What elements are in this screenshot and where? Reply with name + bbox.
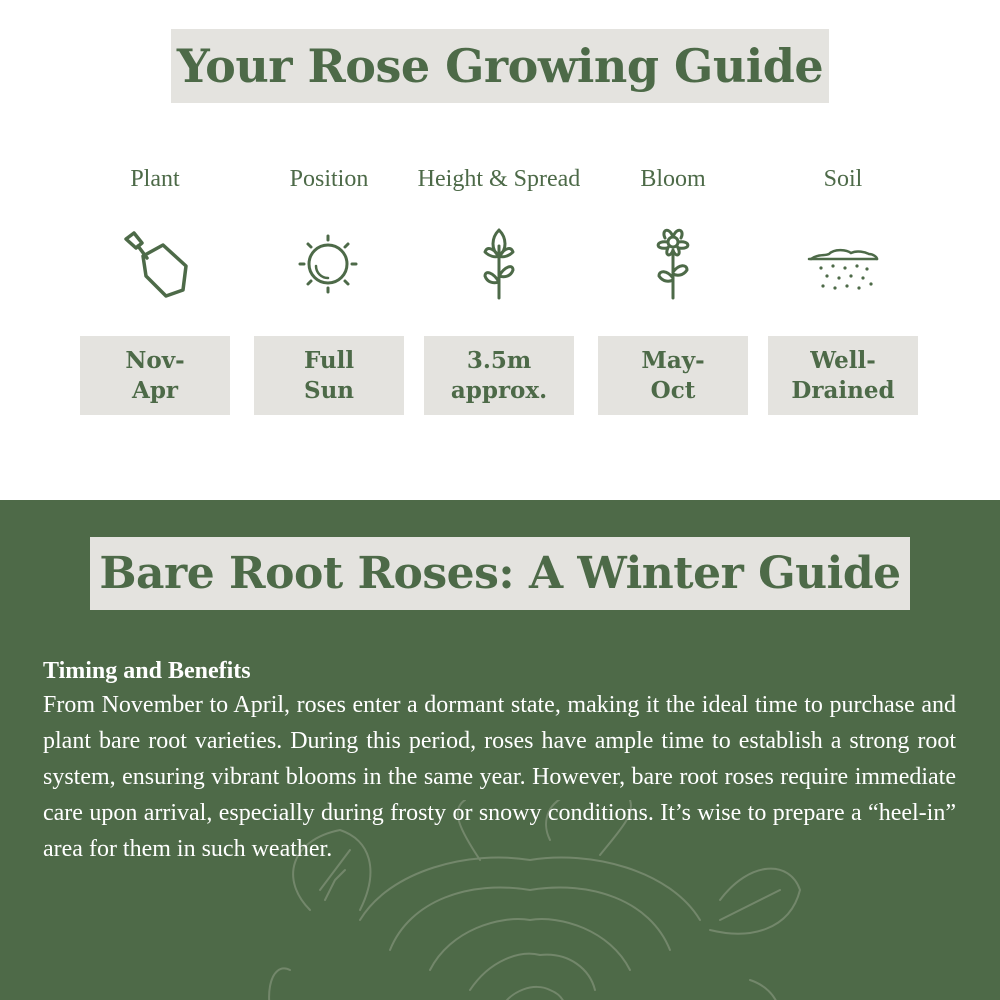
plant-sprout-icon bbox=[459, 226, 539, 306]
soil-icon bbox=[803, 226, 883, 306]
sun-icon bbox=[288, 226, 368, 306]
winter-guide-section bbox=[0, 500, 1000, 1000]
winter-title-banner bbox=[90, 537, 910, 610]
guide-title: Your Rose Growing Guide bbox=[176, 39, 824, 93]
soil-value-box bbox=[768, 336, 918, 415]
guide-title-banner bbox=[171, 29, 829, 103]
article-heading: Timing and Benefits bbox=[43, 658, 251, 684]
winter-title: Bare Root Roses: A Winter Guide bbox=[99, 548, 901, 599]
height-spread-value-box bbox=[424, 336, 574, 415]
position-value: Full Sun bbox=[303, 346, 355, 404]
plant-value-box bbox=[80, 336, 230, 415]
bloom-label: Bloom bbox=[640, 166, 706, 192]
height-spread-label: Height & Spread bbox=[417, 166, 581, 192]
bloom-value-box bbox=[598, 336, 748, 415]
position-value-box bbox=[254, 336, 404, 415]
trowel-icon bbox=[116, 226, 196, 306]
winter-article bbox=[43, 655, 956, 867]
plant-value: Nov- Apr bbox=[125, 346, 185, 404]
plant-label: Plant bbox=[130, 166, 180, 192]
height-spread-value: 3.5m approx. bbox=[450, 346, 548, 404]
article-body: From November to April, roses enter a dormant state, making it the ideal time to purchase and plant bare root varieties. During this period, roses have ample time to establish a strong root system, ensuring vibrant blooms in the same year. However, bare root roses require immediate care upon arrival, especially during frosty or snowy conditions. It’s wise to prepare a “heel-in” area for them in such weather. bbox=[43, 692, 956, 862]
soil-label: Soil bbox=[823, 166, 863, 192]
soil-value: Well- Drained bbox=[791, 346, 895, 404]
flower-icon bbox=[633, 226, 713, 306]
bloom-value: May- Oct bbox=[641, 346, 705, 404]
position-label: Position bbox=[289, 166, 369, 192]
